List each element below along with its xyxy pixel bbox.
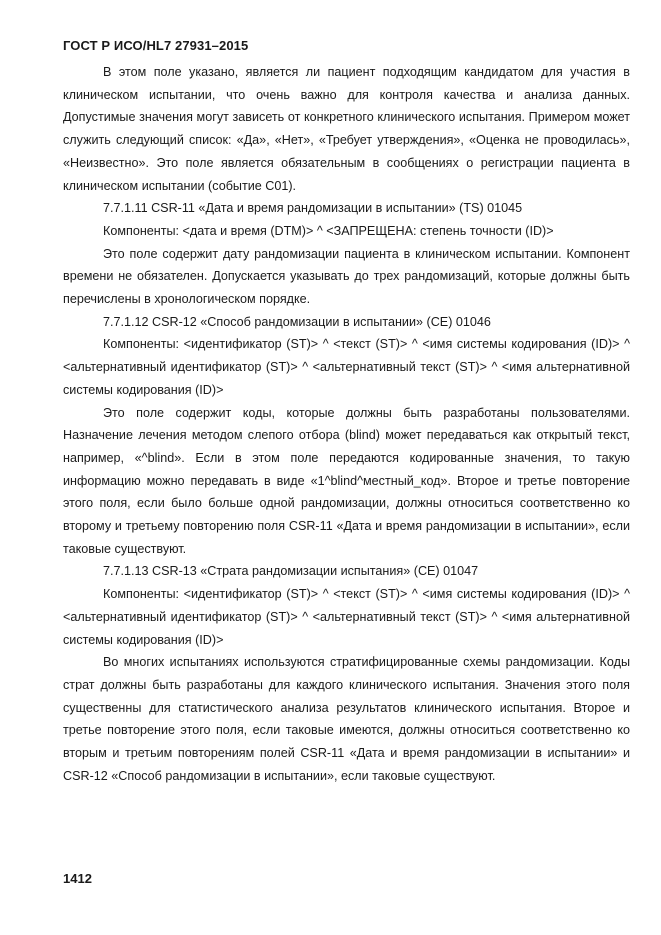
paragraph-csr-11-description: Это поле содержит дату рандомизации пациента в клиническом испытании. Компонент времени не обязателен. Допускается указывать до трех рандомизаций, которые должны быть перечислены в хронологическом порядке. (63, 246, 630, 307)
section-heading-csr-11: 7.7.1.11 CSR-11 «Дата и время рандомизации в испытании» (TS) 01045 (103, 201, 523, 216)
paragraph-csr-12-description: Это поле содержит коды, которые должны быть разработаны пользователями. Назначение лечения методом слепого отбора (blind) может передаваться как открытый текст, например, «^blind». Если в этом поле передаются кодированные значения, то такую информацию можно передавать в виде «1^blind^местный_код». Второе и третье повторение этого поля, если было больше одной рандомизации, должны относиться соответственно ко второму и третьему повторению поля CSR-11 «Дата и время рандомизации в испытании», если таковые существуют. (63, 405, 630, 556)
section-heading-csr-12: 7.7.1.12 CSR-12 «Способ рандомизации в испытании» (CE) 01046 (103, 314, 491, 329)
components-csr-11: Компоненты: <дата и время (DTM)> ^ <ЗАПРЕЩЕНА: степень точности (ID)> (103, 223, 554, 238)
components-csr-13: Компоненты: <идентификатор (ST)> ^ <текст (ST)> ^ <имя системы кодирования (ID)> ^ <альтернативный идентификатор (ST)> ^ <альтернативный текст (ST)> ^ <имя альтернативной системы кодирования (ID)> (63, 587, 630, 647)
document-body (63, 61, 630, 788)
components-csr-12: Компоненты: <идентификатор (ST)> ^ <текст (ST)> ^ <имя системы кодирования (ID)> ^ <альтернативный идентификатор (ST)> ^ <альтернативный текст (ST)> ^ <имя альтернативной системы кодирования (ID)> (63, 337, 630, 397)
page-number: 1412 (63, 871, 92, 886)
section-heading-csr-13: 7.7.1.13 CSR-13 «Страта рандомизации испытания» (CE) 01047 (103, 564, 479, 579)
paragraph-csr-13-description: Во многих испытаниях используются стратифицированные схемы рандомизации. Коды страт должны быть разработаны для каждого клинического испытания. Значения этого поля существенны для статистического анализа результатов клинического испытания. Второе и третье повторение этого поля, если таковые имеются, должны относиться соответственно ко вторым и третьим повторениям полей CSR-11 «Дата и время рандомизации в испытании» и CSR-12 «Способ рандомизации в испытании», если таковые существуют. (63, 655, 630, 783)
paragraph-eligibility-description: В этом поле указано, является ли пациент подходящим кандидатом для участия в клиническом испытании, что очень важно для контроля качества и анализа данных. Допустимые значения могут зависеть от конкретного клинического испытания. Примером может служить следующий список: «Да», «Нет», «Требует утверждения», «Оценка не проводилась», «Неизвестно». Это поле является обязательным в сообщениях о регистрации пациента в клиническом испытании (событие C01). (63, 65, 630, 193)
document-header: ГОСТ Р ИСО/HL7 27931–2015 (63, 38, 249, 53)
